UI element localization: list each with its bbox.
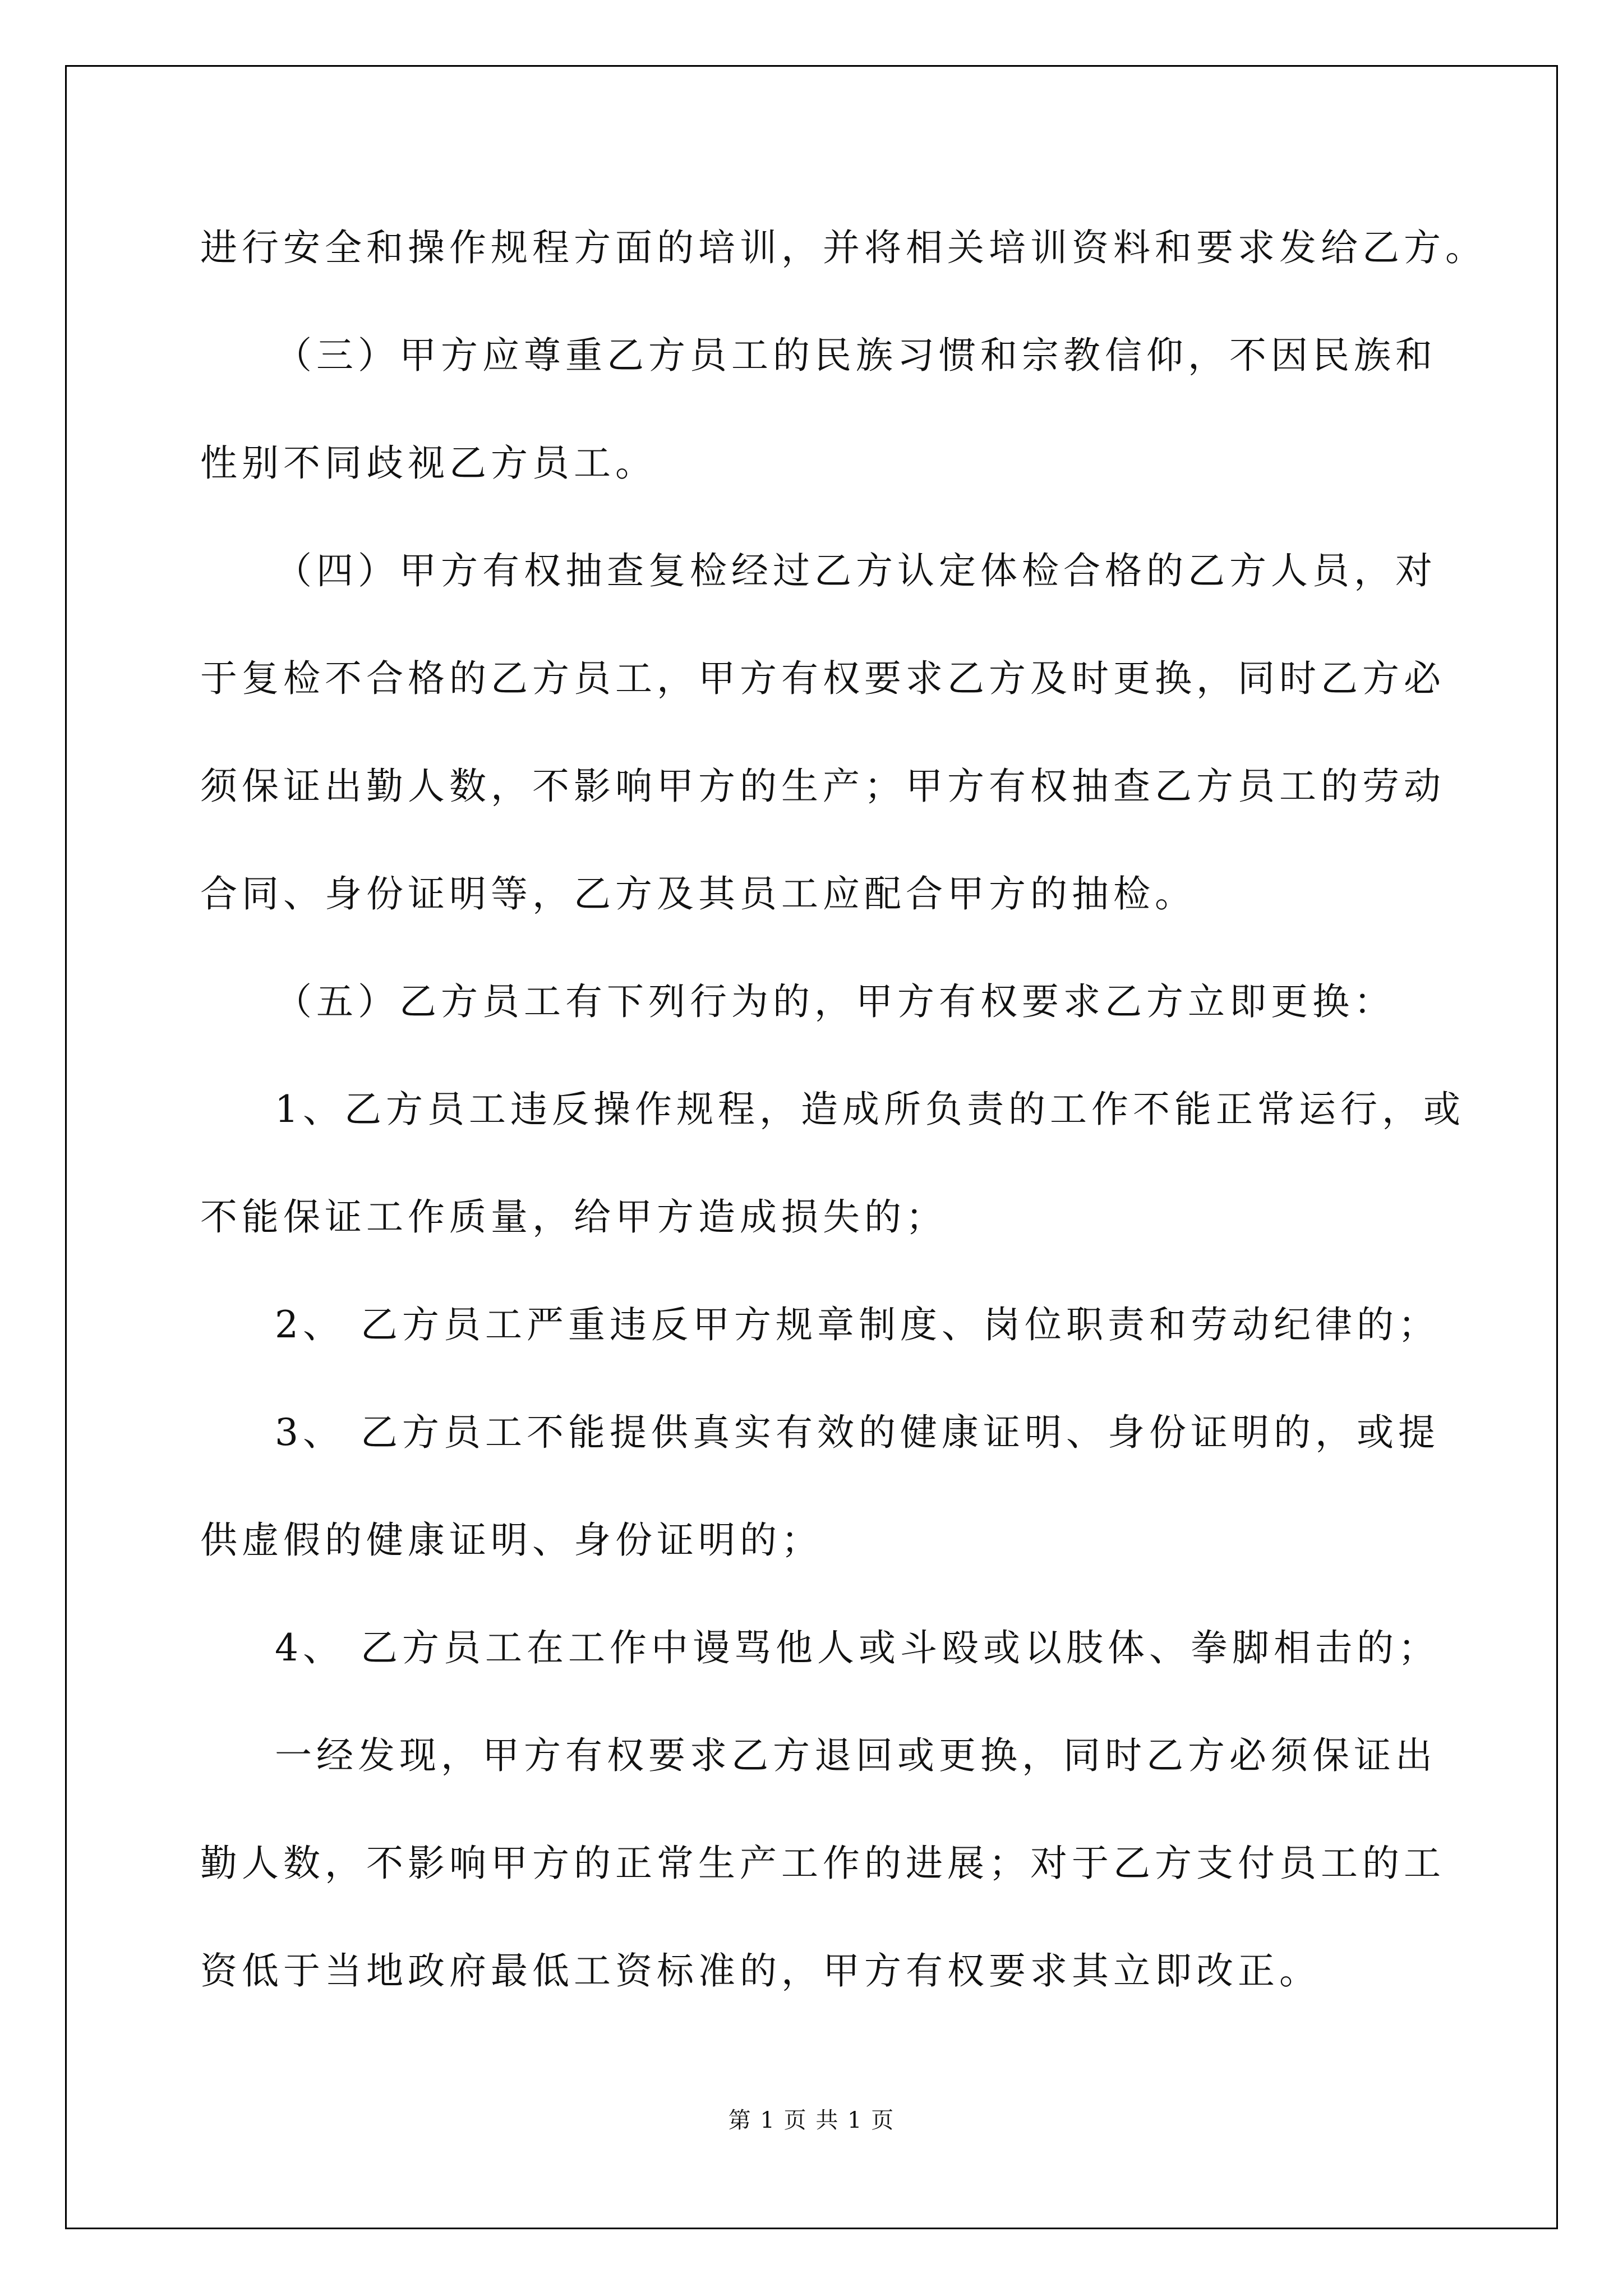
body-line-12: 3、 乙方员工不能提供真实有效的健康证明、身份证明的，或提 — [275, 1411, 1440, 1454]
body-line-2: （三）甲方应尊重乙方员工的民族习惯和宗教信仰，不因民族和 — [275, 334, 1437, 377]
body-line-17: 资低于当地政府最低工资标准的，甲方有权要求其立即改正。 — [200, 1949, 1321, 1993]
body-line-9: 1、乙方员工违反操作规程，造成所负责的工作不能正常运行，或 — [275, 1088, 1465, 1131]
body-line-16: 勤人数，不影响甲方的正常生产工作的进展；对于乙方支付员工的工 — [200, 1842, 1445, 1885]
body-line-14: 4、 乙方员工在工作中谩骂他人或斗殴或以肢体、拳脚相击的； — [275, 1626, 1440, 1669]
body-line-7: 合同、身份证明等，乙方及其员工应配合甲方的抽检。 — [200, 872, 1196, 915]
body-line-4: （四）甲方有权抽查复检经过乙方认定体检合格的乙方人员，对 — [275, 549, 1437, 592]
body-line-11: 2、 乙方员工严重违反甲方规章制度、岗位职责和劳动纪律的； — [275, 1303, 1440, 1346]
body-line-6: 须保证出勤人数，不影响甲方的生产；甲方有权抽查乙方员工的劳动 — [200, 765, 1445, 808]
body-line-3: 性别不同歧视乙方员工。 — [200, 441, 657, 485]
page-number-footer: 第 1 页 共 1 页 — [728, 2108, 895, 2133]
body-line-1: 进行安全和操作规程方面的培训，并将相关培训资料和要求发给乙方。 — [200, 226, 1487, 269]
body-line-13: 供虚假的健康证明、身份证明的； — [200, 1519, 823, 1562]
body-line-15: 一经发现，甲方有权要求乙方退回或更换，同时乙方必须保证出 — [275, 1734, 1437, 1777]
page-border — [65, 65, 1558, 2229]
body-line-5: 于复检不合格的乙方员工，甲方有权要求乙方及时更换，同时乙方必 — [200, 657, 1445, 700]
body-line-8: （五）乙方员工有下列行为的，甲方有权要求乙方立即更换： — [275, 980, 1395, 1023]
body-line-10: 不能保证工作质量，给甲方造成损失的； — [200, 1195, 947, 1239]
